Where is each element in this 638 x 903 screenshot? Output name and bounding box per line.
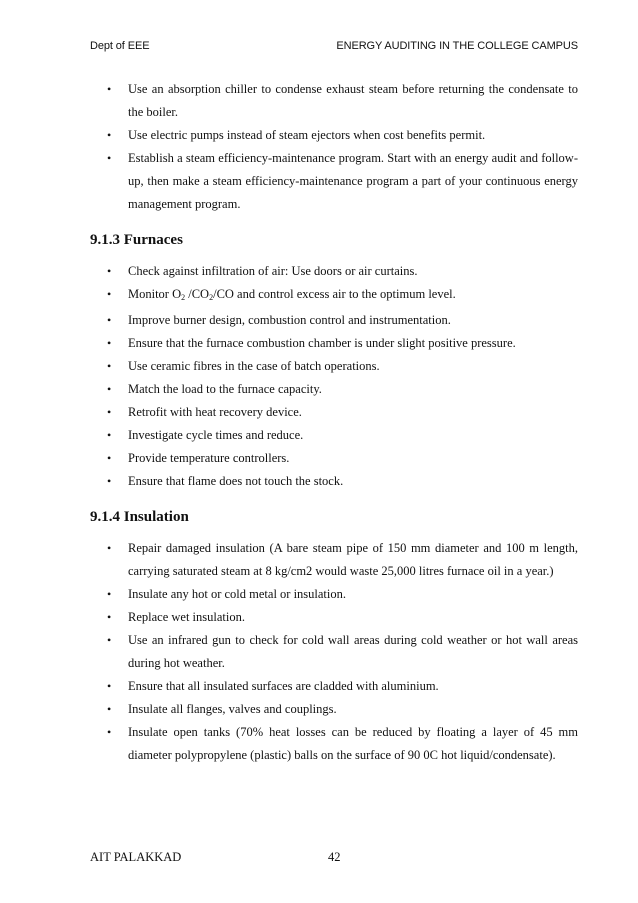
list-item: [90, 283, 578, 309]
section-heading-insulation: 9.1.4 Insulation: [90, 509, 189, 525]
footer-institution: AIT PALAKKAD: [90, 850, 182, 864]
steam-bullet-list: [90, 78, 578, 216]
list-item: • Improve burner design, combustion control and instrumentation.: [90, 309, 578, 332]
page-number: 42: [328, 850, 341, 864]
list-item: • Use an infrared gun to check for cold wall areas during cold weather or hot wall areas during hot weather.: [90, 629, 578, 675]
list-item: • Retrofit with heat recovery device.: [90, 401, 578, 424]
list-item: • Use ceramic fibres in the case of batch operations.: [90, 355, 578, 378]
list-item: • Ensure that flame does not touch the stock.: [90, 470, 578, 493]
header-title: ENERGY AUDITING IN THE COLLEGE CAMPUS: [336, 40, 578, 52]
list-item: • Match the load to the furnace capacity.: [90, 378, 578, 401]
list-item: • Ensure that the furnace combustion chamber is under slight positive pressure.: [90, 332, 578, 355]
subscript: 2: [209, 293, 214, 302]
list-item: • Insulate open tanks (70% heat losses can be reduced by floating a layer of 45 mm diameter polypropylene (plastic) balls on the surface of 90 0C hot liquid/condensate).: [90, 721, 578, 767]
list-item: • Investigate cycle times and reduce.: [90, 424, 578, 447]
text-fragment: Monitor O: [128, 287, 182, 301]
list-item: • Ensure that all insulated surfaces are cladded with aluminium.: [90, 675, 578, 698]
subscript: 2: [181, 293, 186, 302]
list-item: • Establish a steam efficiency-maintenance program. Start with an energy audit and follow-up, then make a steam efficiency-maintenance program a part of your continuous energy management program.: [90, 147, 578, 216]
list-item: • Check against infiltration of air: Use doors or air curtains.: [90, 260, 578, 283]
text-fragment: /CO: [185, 287, 210, 301]
list-item: • Replace wet insulation.: [90, 606, 578, 629]
list-item: • Use an absorption chiller to condense exhaust steam before returning the condensate to the boiler.: [90, 78, 578, 124]
list-item: • Insulate all flanges, valves and couplings.: [90, 698, 578, 721]
text-fragment: /CO and control excess air to the optimum level.: [213, 287, 456, 301]
list-item: • Provide temperature controllers.: [90, 447, 578, 470]
furnaces-bullet-list: [90, 260, 578, 493]
page-content: [90, 78, 578, 767]
list-item: • Use electric pumps instead of steam ejectors when cost benefits permit.: [90, 124, 578, 147]
section-heading-furnaces: 9.1.3 Furnaces: [90, 232, 183, 248]
list-item: • Repair damaged insulation (A bare steam pipe of 150 mm diameter and 100 m length, carrying saturated steam at 8 kg/cm2 would waste 25,000 litres furnace oil in a year.): [90, 537, 578, 583]
insulation-bullet-list: [90, 537, 578, 767]
list-item: • Insulate any hot or cold metal or insulation.: [90, 583, 578, 606]
header-dept: Dept of EEE: [90, 40, 150, 52]
